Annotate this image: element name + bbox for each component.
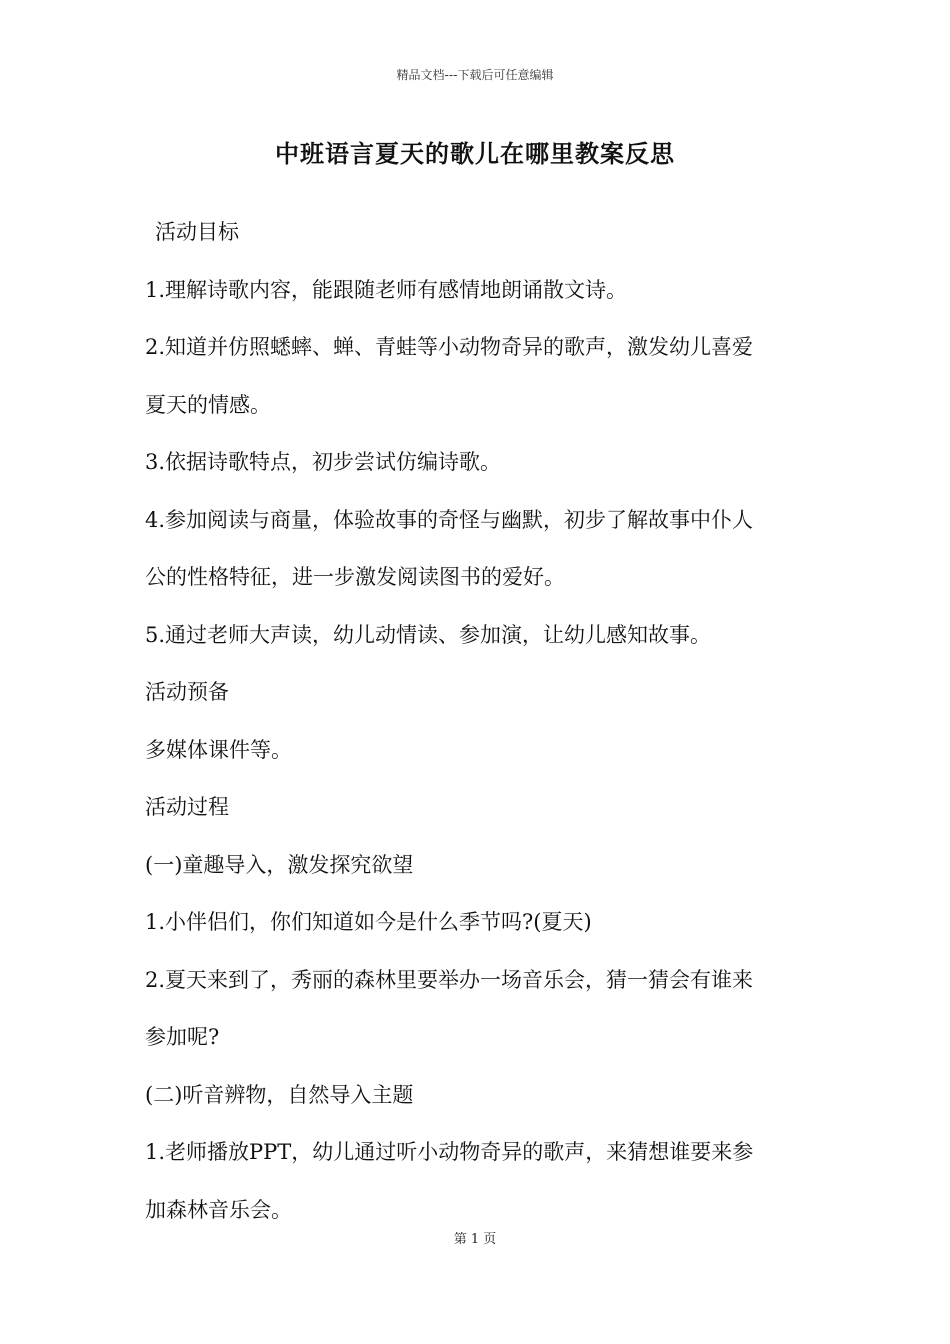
section-heading-preparation: 活动预备 (145, 680, 229, 704)
document-title: 中班语言夏天的歌儿在哪里教案反思 (275, 140, 675, 168)
document-body (145, 204, 815, 1239)
paragraph-line: 4.参加阅读与商量，体验故事的奇怪与幽默，初步了解故事中仆人 (145, 507, 754, 532)
section-heading-goals: 活动目标 (155, 220, 239, 244)
paragraph-line: 1.理解诗歌内容，能跟随老师有感情地朗诵散文诗。 (145, 277, 628, 302)
paragraph-line: 2.知道并仿照蟋蟀、蝉、青蛙等小动物奇异的歌声，激发幼儿喜爱 (145, 335, 754, 359)
paragraph-line: (一)童趣导入，激发探究欲望 (145, 852, 414, 877)
paragraph-line: 多媒体课件等。 (145, 737, 292, 762)
header-note: 精品文档---下载后可任意编辑 (396, 68, 554, 82)
paragraph-line: 夏天的情感。 (145, 392, 271, 417)
paragraph-line: 1.小伴侣们，你们知道如今是什么季节吗?(夏天) (145, 910, 592, 934)
paragraph-line: 1.老师播放PPT，幼儿通过听小动物奇异的歌声，来猜想谁要来参 (145, 1140, 754, 1164)
paragraph-line: 加森林音乐会。 (145, 1197, 292, 1222)
paragraph-line: 参加呢? (145, 1025, 220, 1049)
paragraph-line: 公的性格特征，进一步激发阅读图书的爱好。 (145, 565, 565, 589)
paragraph-line: (二)听音辨物，自然导入主题 (145, 1082, 414, 1107)
paragraph-line: 2.夏天来到了，秀丽的森林里要举办一场音乐会，猜一猜会有谁来 (145, 967, 754, 992)
paragraph-line: 3.依据诗歌特点，初步尝试仿编诗歌。 (145, 450, 502, 474)
section-heading-process: 活动过程 (145, 795, 229, 819)
paragraph-line: 5.通过老师大声读，幼儿动情读、参加演，让幼儿感知故事。 (145, 622, 712, 647)
page-number: 第 1 页 (453, 1232, 497, 1247)
